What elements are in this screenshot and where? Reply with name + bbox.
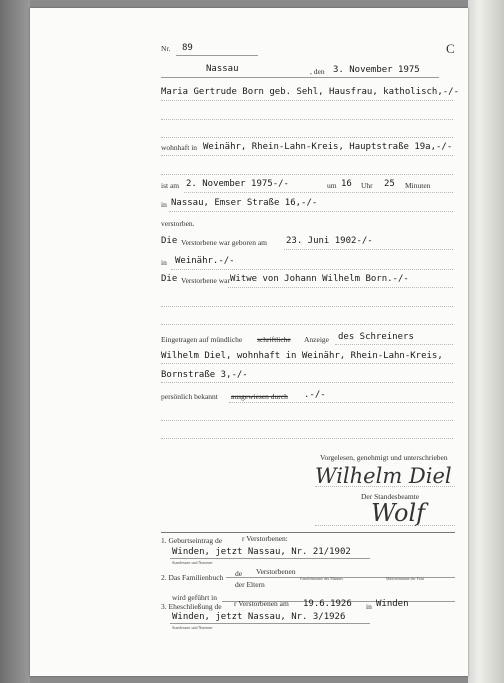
signature-line — [315, 486, 455, 487]
footer-item-3-label: 3. Eheschließung de — [161, 602, 222, 611]
footer-separator — [161, 532, 455, 533]
footer-item-2-eltern: der Eltern — [235, 580, 265, 589]
deceased-person: Maria Gertrude Born geb. Sehl, Hausfrau, katholisch,-/- — [161, 87, 460, 97]
minuten-label: Minuten — [405, 181, 431, 190]
footer-item-3-suffix: r Verstorbenen am — [234, 599, 289, 608]
binder-edge — [468, 0, 504, 683]
line — [161, 382, 453, 383]
bekannt-value: .-/- — [304, 390, 326, 400]
line — [161, 324, 453, 325]
registration-label: Eingetragen auf mündliche — [161, 335, 243, 344]
line — [284, 249, 453, 250]
footer-item-2-label: 2. Das Familienbuch — [161, 573, 224, 582]
footer-item-3-value: Winden, jetzt Nassau, Nr. 3/1926 — [172, 612, 346, 622]
die-2: Die — [161, 274, 178, 284]
birth-in-label: in — [161, 258, 167, 267]
line — [228, 287, 453, 288]
line — [161, 174, 453, 175]
footer-item-3-in: in — [366, 602, 372, 611]
footer-item-2-sub-b: Mädchenname der Frau — [386, 576, 424, 581]
footer-item-2-mid: Verstorbenen — [256, 567, 296, 576]
marital-status: Witwe von Johann Wilhelm Born.-/- — [230, 274, 409, 284]
informant-line-1: des Schreiners — [338, 332, 414, 342]
line — [161, 119, 453, 120]
signature-line — [315, 525, 455, 526]
line — [184, 192, 453, 193]
line — [170, 623, 370, 624]
footer-item-1-sub: Standesamt und Nummer — [172, 560, 213, 565]
line — [161, 100, 453, 101]
die-1: Die — [161, 236, 178, 246]
informant-signature: Wilhelm Diel — [315, 464, 452, 488]
birth-place: Weinähr.-/- — [175, 256, 235, 266]
verstorben-label: verstorben. — [161, 219, 195, 228]
nr-underline — [176, 55, 258, 56]
informant-line-2: Wilhelm Diel, wohnhaft in Weinähr, Rhein-Lahn-Kreis, — [161, 351, 443, 361]
footer-item-2-de: de — [235, 569, 243, 578]
line — [335, 344, 453, 345]
death-hour: 16 — [341, 179, 352, 189]
death-place: Nassau, Emser Straße 16,-/- — [171, 198, 318, 208]
footer-item-3-date: 19.6.1926 — [303, 599, 352, 609]
informant-line-3: Bornstraße 3,-/- — [161, 370, 248, 380]
line — [161, 306, 453, 307]
nr-value: 89 — [182, 43, 193, 53]
footer-item-2-sub-a: Familienname des Mannes — [300, 576, 343, 581]
struck-schriftliche: schriftliche — [257, 335, 291, 344]
marital-label: Verstorbene war — [181, 276, 230, 285]
residence-label: wohnhaft in — [161, 143, 198, 152]
footer-item-2-wird: wird geführt in — [172, 593, 217, 602]
residence-value: Weinähr, Rhein-Lahn-Kreis, Hauptstraße 19a,-/- — [203, 142, 453, 152]
death-date: 2. November 1975-/- — [186, 179, 289, 189]
nr-label: Nr. — [161, 44, 171, 53]
line — [169, 211, 453, 212]
line — [161, 155, 453, 156]
registrar-signature: Wolf — [371, 499, 426, 527]
registration-place: Nassau — [206, 64, 239, 74]
um-label: um — [327, 181, 337, 190]
den-label: , den — [310, 67, 325, 76]
register-letter: C — [446, 41, 455, 56]
ist-am-label: ist am — [161, 181, 180, 190]
line — [161, 438, 453, 439]
footer-item-1-value: Winden, jetzt Nassau, Nr. 21/1902 — [172, 547, 351, 557]
birth-date: 23. Juni 1902-/- — [286, 236, 373, 246]
bekannt-label: persönlich bekannt — [161, 392, 218, 401]
anzeige-label: Anzeige — [304, 335, 329, 344]
standesbeamte-label: Der Standesbeamte — [361, 492, 420, 501]
footer-item-3-sub: Standesamt und Nummer — [172, 625, 213, 630]
vorgelesen-text: Vorgelesen, genehmigt und unterschrieben — [320, 453, 448, 462]
line — [161, 363, 453, 364]
line — [171, 269, 453, 270]
geboren-label: Verstorbene war geboren am — [181, 238, 268, 247]
registration-date: 3. November 1975 — [333, 65, 420, 75]
death-register-page — [30, 8, 468, 676]
line — [170, 558, 370, 559]
death-in-label: in — [161, 200, 167, 209]
uhr-label: Uhr — [361, 181, 373, 190]
line — [161, 137, 453, 138]
place-date-underline — [161, 77, 439, 78]
footer-item-1-label: 1. Geburtseintrag de — [161, 536, 223, 545]
death-minutes: 25 — [384, 179, 395, 189]
line — [229, 402, 453, 403]
footer-item-1-suffix: r Verstorbenen: — [242, 534, 288, 543]
line — [161, 420, 453, 421]
struck-ausgewiesen: ausgewiesen durch — [231, 392, 288, 401]
left-edge — [0, 0, 30, 683]
footer-item-3-place: Winden — [376, 599, 409, 609]
